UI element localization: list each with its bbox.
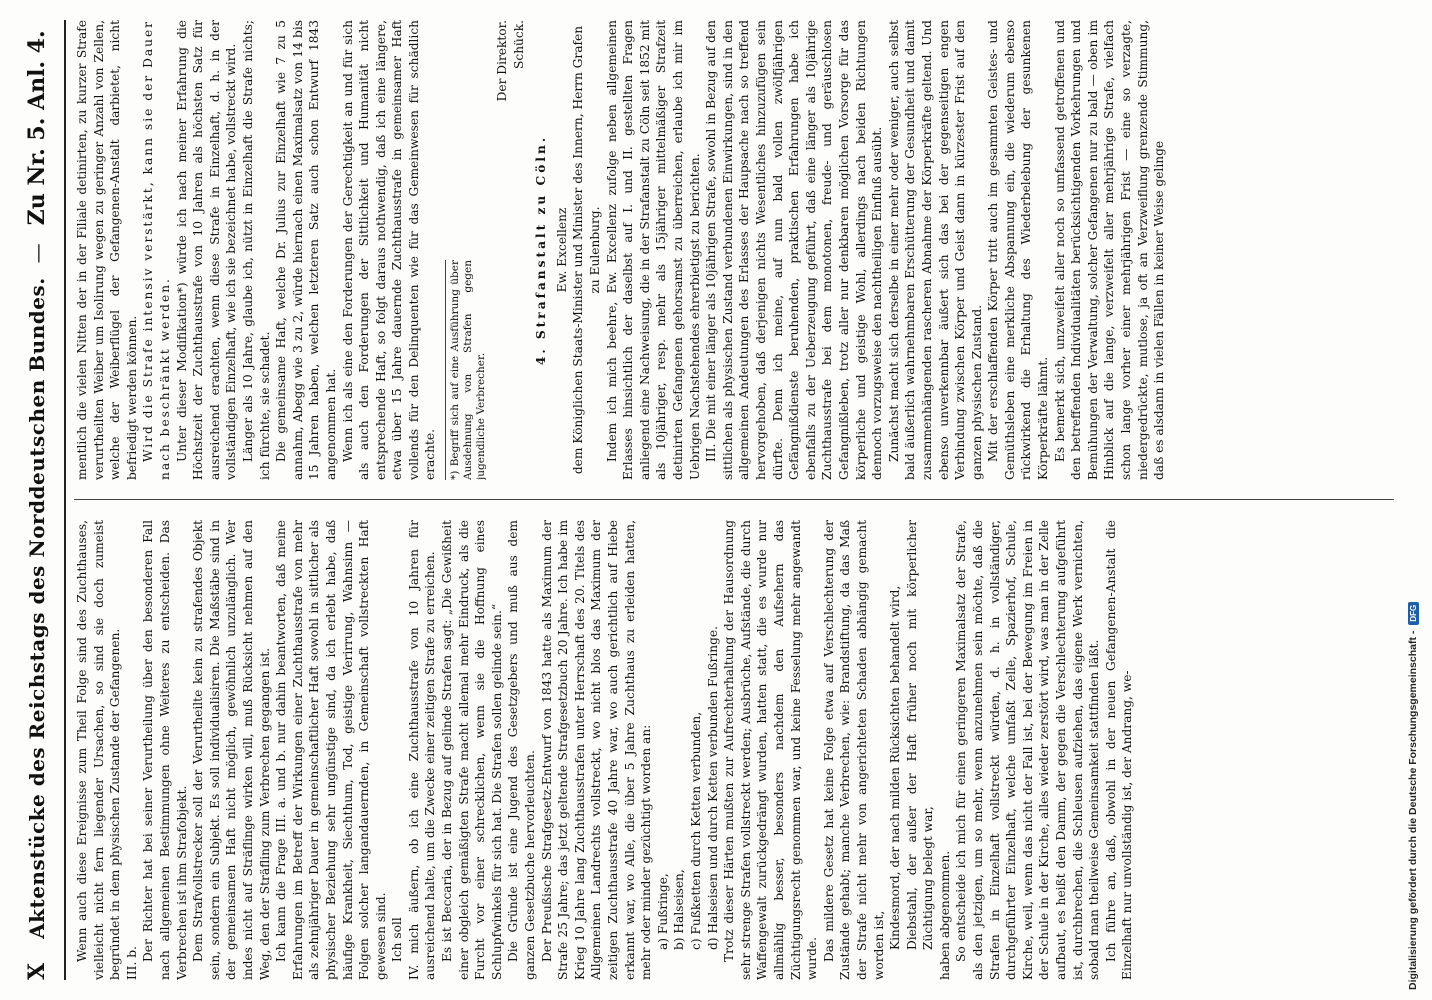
footnote: *) Begriff sich auf eine Ausführung über Ausdehnung von Strafen gegen jugendliche Verbrecher.: [445, 260, 488, 480]
paragraph: III. Die mit einer länger als 10jährigen Strafe, sowohl in Bezug auf den sittlichen als physischen Zustand verbundenen Einwirkungen, sind in den allgemeinen Andeutungen des Erlasses der Haupsache nach so treffend hervorgehoben, daß derjenigen nichts Wesentliches hinzuzufügen sein dürfte. Denn ich meine, auf nun bald vollen zwölfjährigen Gefängnißdienste beruhenden, praktischen Erfahrungen habe ich ebenfalls zu der Ueberzeugung geführt, daß eine länger als 10jährige Zuchthausstrafe bei dem monotonen, freude- und geräuschlosen Gefangnißleben, trotz aller nur denkbaren möglichen Vorsorge für das körperliche und geistige Wohl, allerdings nach beiden Richtungen dennoch vorzugsweise den nachtheiligen Einfluß ausübt.: [704, 20, 885, 480]
paragraph: IV. mich äußern, ob ich eine Zuchthausstrafe von 10 Jahren für ausreichend halte, um die Zwecke einer zeitigen Strafe zu erreichen.: [406, 520, 438, 980]
section-heading: 4. Strafanstalt zu Cöln.: [534, 134, 549, 366]
paragraph: Zunächst macht sich derselbe in einer mehr oder weniger, auch selbst bald äußerlich wahrnehmbaren Erschütterung der Gesundheit und damit zusammenhängenden rascheren Abnahme der Körperkräfte geltend. Und ebenso unverkennbar äußert sich das bei der gegenseitigen engen Verbindung zwischen Körper und Geist dann in kürzester Frist auf den ganzen physischen Zustand.: [886, 20, 984, 480]
paragraph: So entscheide ich mich für einen geringeren Maximalsatz der Strafe, als den jetzigen, um so mehr, wenn anzunehmen sein möchte, daß die Strafen in Einzelhaft vollstreckt würden, d. h. in vollständiger, durchgeführter Einzelhaft, welche umfaßt Zelle, Spazierhof, Schule, Kirche, weil, wenn das nicht der Fall ist, bei der Bewegung im Freien in der Schule in der Kirche, alles wieder zerstört wird, was man in der Zelle aufbaut, es heißt den Damm, der gegen die Verschlechterung aufgeführt ist, durchbrechen, die Schleusen aufziehen, das eigene Werk vernichten, sobald man theilweise Gemeinsamkeit stattfinden läßt.: [954, 520, 1102, 980]
list-item: b) Halseisen,: [672, 869, 687, 950]
list-item: a) Fußringe,: [655, 873, 670, 950]
addressee: dem Königlichen Staats-Minister und Minister des Innern, Herrn Grafen zu Eulenburg.: [571, 25, 603, 475]
paragraph: Wenn auch diese Ereignisse zum Theil Folge sind des Zuchthauses, vielleicht nicht fern liegender Ursachen, so sind sie doch zumeist begründet in dem physischen Zustande der Gefangenen.: [75, 520, 123, 980]
paragraph: Trotz dieser Härten mußten zur Aufrechterhaltung der Hausordnung sehr strenge Strafen vollstreckt werden; Ausbrüche, Aufstände, die durch Waffengewalt zurückgedrängt wurden, hatten statt, die es wurde nur allmählig besser, besonders nachdem den Aufsehern das Züchtigungsrecht genommen war, und keine Fesselung mehr angewandt wurde.: [722, 520, 820, 980]
page-header: [24, 20, 66, 980]
paragraph: Länger als 10 Jahre, glaube ich, nützt in Einzelhaft die Strafe nichts; ich fürchte, sie schadet.: [240, 20, 272, 480]
signature-title: Der Direktor.: [495, 20, 510, 102]
header-title: Aktenstücke des Reichstags des Norddeutschen Bundes.: [25, 277, 49, 939]
paragraph: Der Richter hat bei seiner Verurtheilung über den besonderen Fall nach allgemeinen Bestimmungen ohne Weiteres zu entscheiden. Das Verbrechen ist ihm Strafobjekt.: [141, 520, 189, 980]
section-number: III. b.: [124, 946, 139, 980]
signature-name: Schück.: [511, 20, 526, 69]
paragraph: Ich soll: [390, 917, 405, 962]
header-dash: —: [25, 243, 49, 264]
dfg-logo: DFG: [1408, 602, 1419, 625]
paragraph: Die gemeinsame Haft, welche Dr. Julius zur Einzelhaft wie 7 zu 5 annahm, Abegg wie 3 zu 2, würde hiernach einen Maximalsatz von 14 bis 15 Jahren haben, welchen letzteren Satz auch schon Entwurf 1843 angenommen hat.: [274, 20, 338, 480]
paragraph: haben abgenommen.: [937, 850, 952, 980]
right-column: [74, 20, 1394, 480]
list-item: d) Halseisen und durch Ketten verbunden Fußringe.: [705, 626, 720, 950]
paragraph: Der Preußische Strafgesetz-Entwurf von 1843 hatte als Maximum der Strafe 25 Jahre; das jetzt geltende Strafgesetzbuch 20 Jahre. Ich habe im Krieg 10 Jahre lang Zuchthausstrafen unter Herrschaft des 20. Titels des Allgemeinen Landrechts vollstreckt, wo nicht blos das Maximum der zeitigen Zuchthausstrafe 40 Jahre war, wo auch gerichtlich auf Hiebe erkannt war, wo Alle, die über 5 Jahre Zuchthaus zu erleiden hatten, mehr oder minder gezüchtigt worden an:: [539, 520, 654, 980]
paragraph: Das mildere Gesetz hat keine Folge etwa auf Verschlechterung der Zustände gehabt; manche Verbrechen, wie: Brandstiftung, da das Maß der Strafe nicht mehr von angerichteten Schaden abhängig gemacht worden ist,: [821, 520, 886, 980]
paragraph: Unter dieser Modifikation*) würde ich nach meiner Erfahrung die Höchstzeit der Zuchthausstrafe von 10 Jahren als höchsten Satz für ausreichend erachten, wenn diese Strafe in Einzelhaft, d. h. in der vollständigen Einzelhaft, wie ich sie bezeichnet habe, vollstreckt wird.: [174, 20, 239, 480]
paragraph: Ich führe an, daß, obwohl in der neuen Gefangenen-Anstalt die Einzelhaft nur unvollständig ist, der Andrang, we-: [1103, 520, 1135, 980]
digitization-credit: [1400, 0, 1426, 1000]
paragraph: Wird die Strafe intensiv verstärkt, kann sie der Dauer nach beschränkt werden.: [141, 20, 172, 480]
left-column: [74, 520, 1394, 980]
page-mark: X: [24, 962, 50, 980]
paragraph: Wenn ich als eine den Forderungen der Gerechtigkeit an und für sich als auch den Forderungen der Sittlichkeit und Humanität nicht entsprechende Haft, so folgt daraus nothwendig, daß ich eine längere, etwa über 15 Jahre dauernde Zuchthausstrafe in gemeinsamer Haft vollends für den Delinquenten wie für das Gemeinwesen für schädlich erachte.: [340, 20, 438, 480]
column-divider: [74, 499, 1394, 500]
paragraph: Mit der erschlaffenden Körper tritt auch im gesammten Geistes- und Gemüthsleben eine merkliche Abspannung ein, die wiederum ebenso rückwirkend die Erhaltung des Wiederbelebung der gesunkenen Körperkräfte lähmt.: [986, 20, 1051, 480]
header-reference: Zu Nr. 5. Anl. 4.: [24, 30, 50, 226]
rotated-document: [20, 0, 1410, 1000]
paragraph: Diebstahl, der außer der Haft früher noch mit körperlicher Züchtigung belegt war,: [904, 520, 936, 950]
paragraph: Es bemerkt sich, unzweifelt aller noch so umfassend getroffenen und den betreffenden Individualitäten berücksichtigenden Vorkehrungen und Bemühungen der Verwaltung, solcher Gefangenen nur zu bald — oben im Hinblick auf die lange, verzweifelt aller mehrjährige Strafe, vielfach schon lange vorher einer mehrjährigen Frist — eine so verzagte, niedergedrückte, mutlose, ja oft an Verzweiflung grenzende Stimmung, daß es alsdann in vielen Fällen in keiner Weise gelinge: [1052, 20, 1167, 480]
paragraph: Dem Strafvollstrecker soll der Verurtheilte kein zu strafendes Objekt sein, sondern ein Subjekt. Es soll individualisiren. Die Maßstäbe sind in der gemeinsamen Haft nicht möglich, gewöhnlich unzulänglich. Wer indes nicht auf Sträflinge wirken will, muß Rücksicht nehmen auf den Weg, den der Sträfling zum Verbrechen gegangen ist.: [191, 520, 272, 980]
list-item: c) Fußketten durch Ketten verbunden,: [688, 711, 703, 950]
paragraph: Kindesmord, der nach milden Rücksichten behandelt wird,: [888, 585, 903, 950]
paragraph: Die Gründe ist eine Jugend des Gesetzgebers und muß aus dem ganzen Gesetzbuche hervorleuchten.: [506, 520, 538, 980]
paragraph: Indem ich mich beehre, Ew. Excellenz zufolge neben allgemeinen Erlasses hinsichtlich der daselbst auf I. und II. gestellten Fragen anliegend eine Nachweisung, die in der Strafanstalt zu Cöln seit 1852 mit als 10jähriger, resp. mehr als 15jähriger mittelmäßiger Strafzeit detinirten Gefangenen gehorsamst zu überreichen, erlaube ich mir im Uebrigen Nachstehendes ehrerbietigst zu berichten.: [604, 20, 702, 480]
text-columns: [74, 20, 1394, 980]
paragraph: Es ist Beccaria, der in Bezug auf gelinde Strafen sagt: „Die Gewißheit einer obgleich gemäßigten Strafe macht allemal mehr Eindruck, als die Furcht vor einer schrecklichen, wenn sie die Hoffnung eines Schlupfwinkels für sich hat. Die Strafen sollen gelinde sein.“: [440, 520, 504, 980]
paragraph: mentlich die vielen Nitten der in der Filiale detinirten, zu kurzer Strafe verurtheilten Weiber um Isolirung wegen zu geringer Anzahl von Zellen, welche der Weiberflügel der Gefangenen-Anstalt darbietet, nicht befriedigt werden können.: [75, 20, 139, 480]
salutation: Ew. Excellenz: [554, 207, 569, 293]
credit-strip: [1400, 0, 1426, 1000]
paragraph: Ich kann die Frage III. a. und b. nur dahin beantworten, daß meine Erfahrungen im Betreff der Wirkungen einer Zuchthausstrafe von mehr als zehnjähriger Dauer in gemeinschaftlicher Haft sowohl in sittlicher als physischer Beziehung sehr ungünstige sind, da ich erlebt habe, daß häufige Krankheit, Siechthum, Tod, geistige Verirrung, Wahnsinn — Folgen solcher langandauernden, in Gemeinschaft vollstreckten Haft gewesen sind.: [274, 520, 388, 980]
credit-text: Digitalisierung gefördert durch die Deutsche Forschungsgemeinschaft -: [1407, 630, 1419, 990]
